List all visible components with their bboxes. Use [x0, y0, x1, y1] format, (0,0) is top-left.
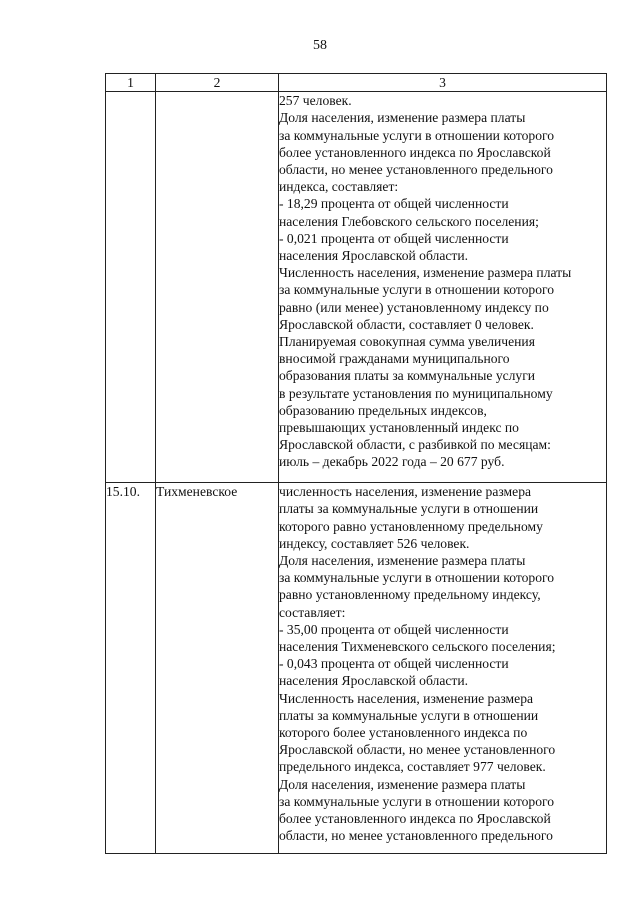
text-line: за коммунальные услуги в отношении которого [279, 282, 555, 298]
text-line: населения Глебовского сельского поселения; [279, 213, 539, 229]
text-line: населения Ярославской области. [279, 673, 469, 689]
text-line: более установленного индекса по Ярославской [279, 144, 551, 160]
text-line: Численность населения, изменение размера [279, 690, 534, 706]
table-header-row [106, 74, 607, 92]
description-text [279, 92, 606, 470]
text-line: Ярославской области, составляет 0 человек. [279, 316, 534, 332]
text-line: Доля населения, изменение размера платы [279, 776, 526, 792]
text-line: превышающих установленный индекс по [279, 420, 519, 436]
settlement-name-cell: Тихменевское [156, 483, 279, 854]
text-line: населения Ярославской области. [279, 248, 469, 264]
text-line: индексу, составляет 526 человек. [279, 535, 470, 551]
text-line: образования платы за коммунальные услуги [279, 368, 536, 384]
text-line: равно (или менее) установленному индексу по [279, 299, 549, 315]
description-cell [279, 483, 607, 854]
text-line: - 35,00 процента от общей численности [279, 621, 509, 637]
text-line: индекса, составляет: [279, 179, 399, 195]
column-header-2: 2 [156, 74, 279, 92]
text-line: вносимой гражданами муниципального [279, 351, 510, 367]
text-line: Доля населения, изменение размера платы [279, 110, 526, 126]
row-number-cell: 15.10. [106, 483, 156, 854]
text-line: платы за коммунальные услуги в отношении [279, 707, 539, 723]
text-line: в результате установления по муниципальному [279, 385, 553, 401]
text-line: составляет: [279, 604, 346, 620]
text-line: Численность населения, изменение размера платы [279, 265, 572, 281]
text-line: которого равно установленному предельному [279, 518, 543, 534]
text-line: образованию предельных индексов, [279, 402, 487, 418]
table-row [106, 92, 607, 483]
text-line: - 18,29 процента от общей численности [279, 196, 509, 212]
settlement-name-cell [156, 92, 279, 483]
document-table [105, 73, 607, 854]
text-line: области, но менее установленного предельного [279, 828, 553, 844]
table-row [106, 483, 607, 854]
text-line: области, но менее установленного предельного [279, 162, 553, 178]
text-line: которого более установленного индекса по [279, 725, 528, 741]
description-text [279, 483, 606, 844]
text-line: более установленного индекса по Ярославской [279, 811, 551, 827]
text-line: равно установленному предельному индексу, [279, 587, 541, 603]
row-number-cell [106, 92, 156, 483]
column-header-1: 1 [106, 74, 156, 92]
text-line: июль – декабрь 2022 года – 20 677 руб. [279, 454, 505, 470]
text-line: Ярославской области, но менее установленного [279, 742, 556, 758]
page-number: 58 [313, 38, 327, 53]
text-line: - 0,021 процента от общей численности [279, 230, 509, 246]
text-line: платы за коммунальные услуги в отношении [279, 501, 539, 517]
text-line: за коммунальные услуги в отношении которого [279, 127, 555, 143]
text-line: за коммунальные услуги в отношении которого [279, 570, 555, 586]
text-line: предельного индекса, составляет 977 человек. [279, 759, 546, 775]
text-line: - 0,043 процента от общей численности [279, 656, 509, 672]
text-line: Доля населения, изменение размера платы [279, 553, 526, 569]
text-line: за коммунальные услуги в отношении которого [279, 793, 555, 809]
text-line: Планируемая совокупная сумма увеличения [279, 334, 535, 350]
text-line: населения Тихменевского сельского поселения; [279, 639, 556, 655]
text-line: численность населения, изменение размера [279, 484, 532, 500]
text-line: Ярославской области, с разбивкой по месяцам: [279, 437, 551, 453]
description-cell [279, 92, 607, 483]
text-line: 257 человек. [279, 93, 352, 109]
column-header-3: 3 [279, 74, 607, 92]
